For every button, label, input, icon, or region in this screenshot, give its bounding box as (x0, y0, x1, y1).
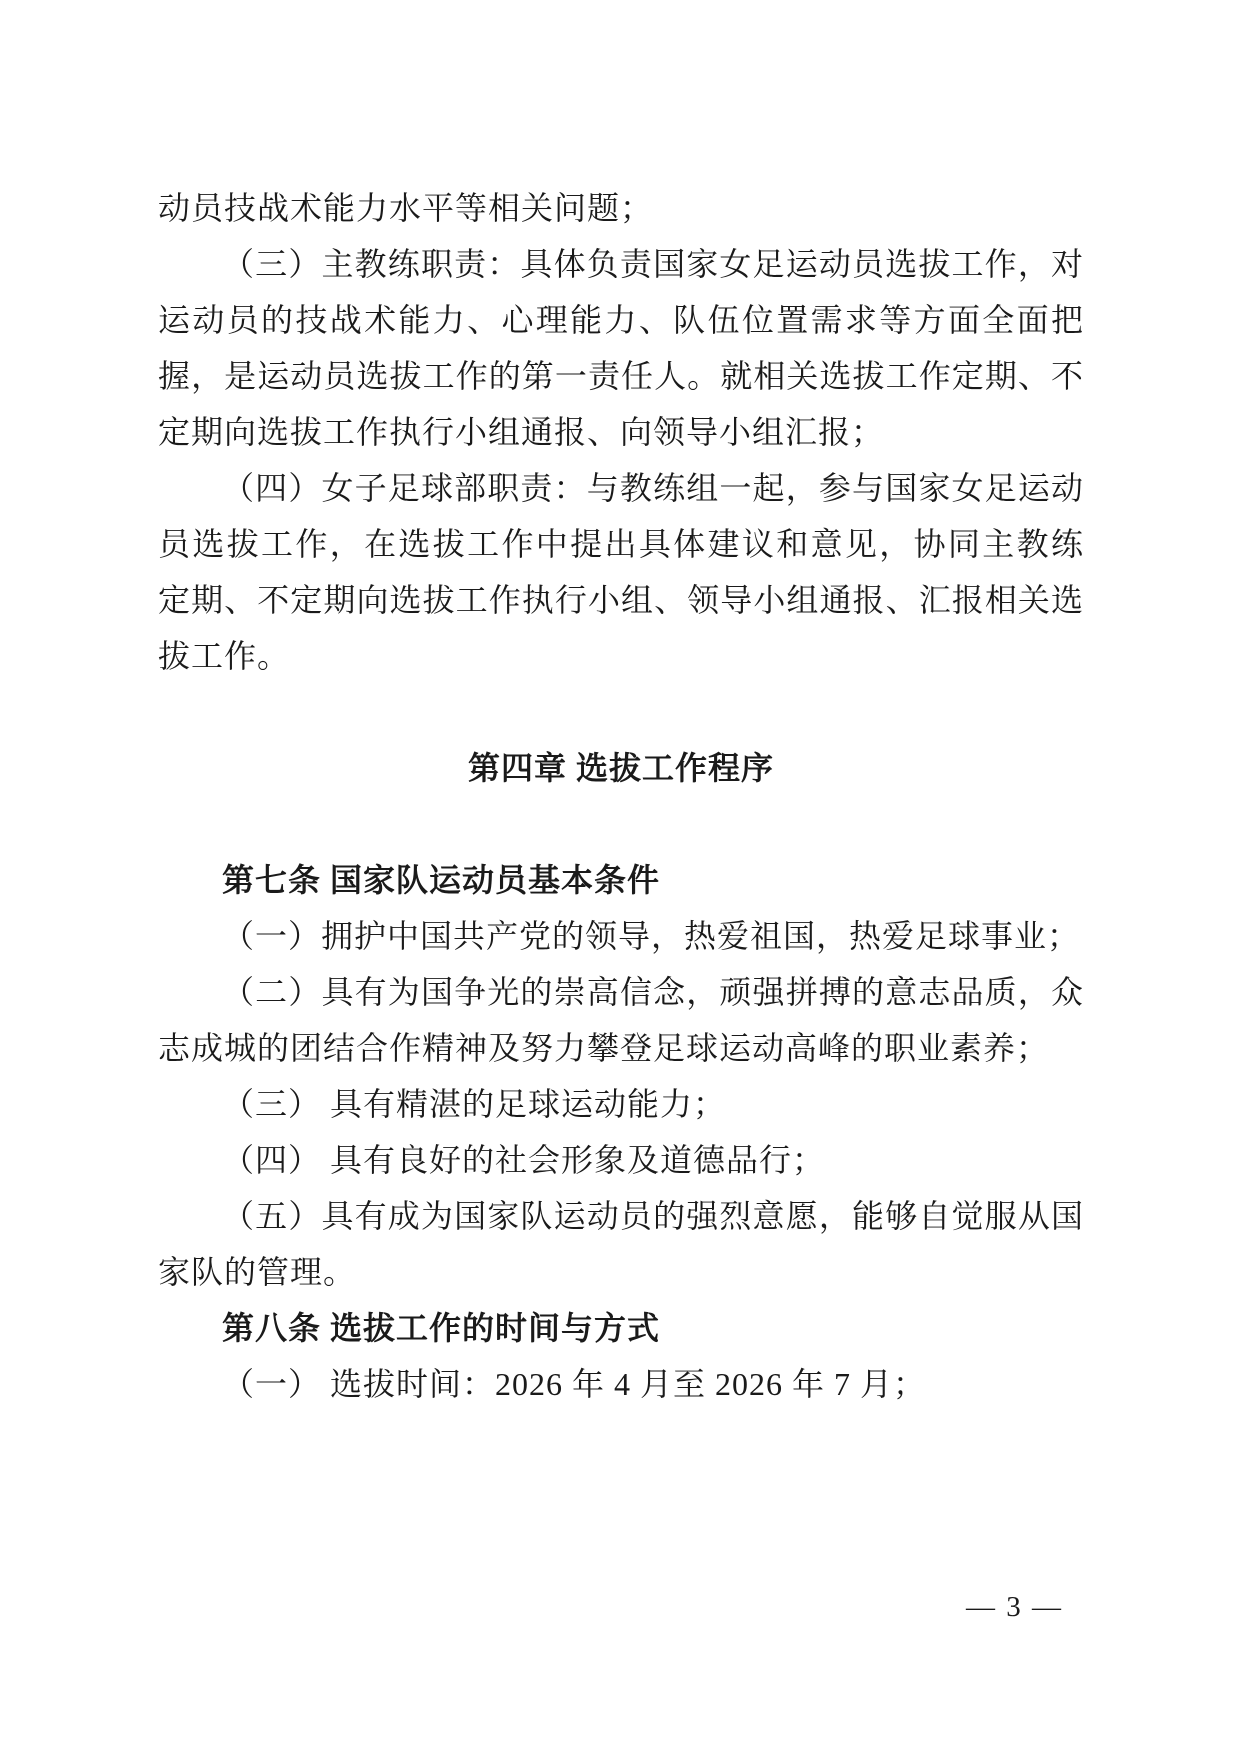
text-line: 运动员的技战术能力、心理能力、队伍位置需求等方面全面把 (158, 302, 1084, 338)
article-heading (158, 1300, 1084, 1356)
text-line: （一） 选拔时间：2026 年 4 月至 2026 年 7 月； (222, 1366, 927, 1402)
text-line: （三）主教练职责：具体负责国家女足运动员选拔工作，对 (222, 246, 1084, 282)
text-line: 定期、不定期向选拔工作执行小组、领导小组通报、汇报相关选 (158, 582, 1084, 618)
text-line: （四） 具有良好的社会形象及道德品行； (222, 1142, 826, 1178)
page-number: — 3 — (966, 1591, 1063, 1623)
paragraph (158, 1076, 1084, 1132)
text-line: （四）女子足球部职责：与教练组一起，参与国家女足运动 (222, 470, 1084, 506)
document-body (158, 180, 1084, 1412)
text-line: 握，是运动员选拔工作的第一责任人。就相关选拔工作定期、不 (158, 358, 1084, 394)
text-line: 拔工作。 (158, 638, 291, 674)
paragraph (158, 964, 1084, 1076)
text-line: （二）具有为国争光的崇高信念，顽强拼搏的意志品质，众 (222, 974, 1084, 1010)
text-line: 第四章 选拔工作程序 (467, 750, 774, 786)
paragraph (158, 1132, 1084, 1188)
text-line: 员选拔工作，在选拔工作中提出具体建议和意见，协同主教练 (158, 526, 1084, 562)
article-heading (158, 852, 1084, 908)
text-line: （三） 具有精湛的足球运动能力； (222, 1086, 727, 1122)
paragraph (158, 460, 1084, 684)
text-line: 志成城的团结合作精神及努力攀登足球运动高峰的职业素养； (158, 1030, 1050, 1066)
text-line: 家队的管理。 (158, 1254, 357, 1290)
text-line: 动员技战术能力水平等相关问题； (158, 190, 654, 226)
paragraph-continuation (158, 180, 1084, 236)
text-line: 第七条 国家队运动员基本条件 (222, 862, 661, 898)
paragraph (158, 1188, 1084, 1300)
text-line: 定期向选拔工作执行小组通报、向领导小组汇报； (158, 414, 885, 450)
paragraph (158, 908, 1084, 964)
chapter-heading (158, 740, 1084, 796)
paragraph (158, 236, 1084, 460)
paragraph (158, 1356, 1084, 1412)
text-line: （五）具有成为国家队运动员的强烈意愿，能够自觉服从国 (222, 1198, 1084, 1234)
text-line: 第八条 选拔工作的时间与方式 (222, 1310, 661, 1346)
text-line: （一）拥护中国共产党的领导，热爱祖国，热爱足球事业； (222, 918, 1081, 954)
